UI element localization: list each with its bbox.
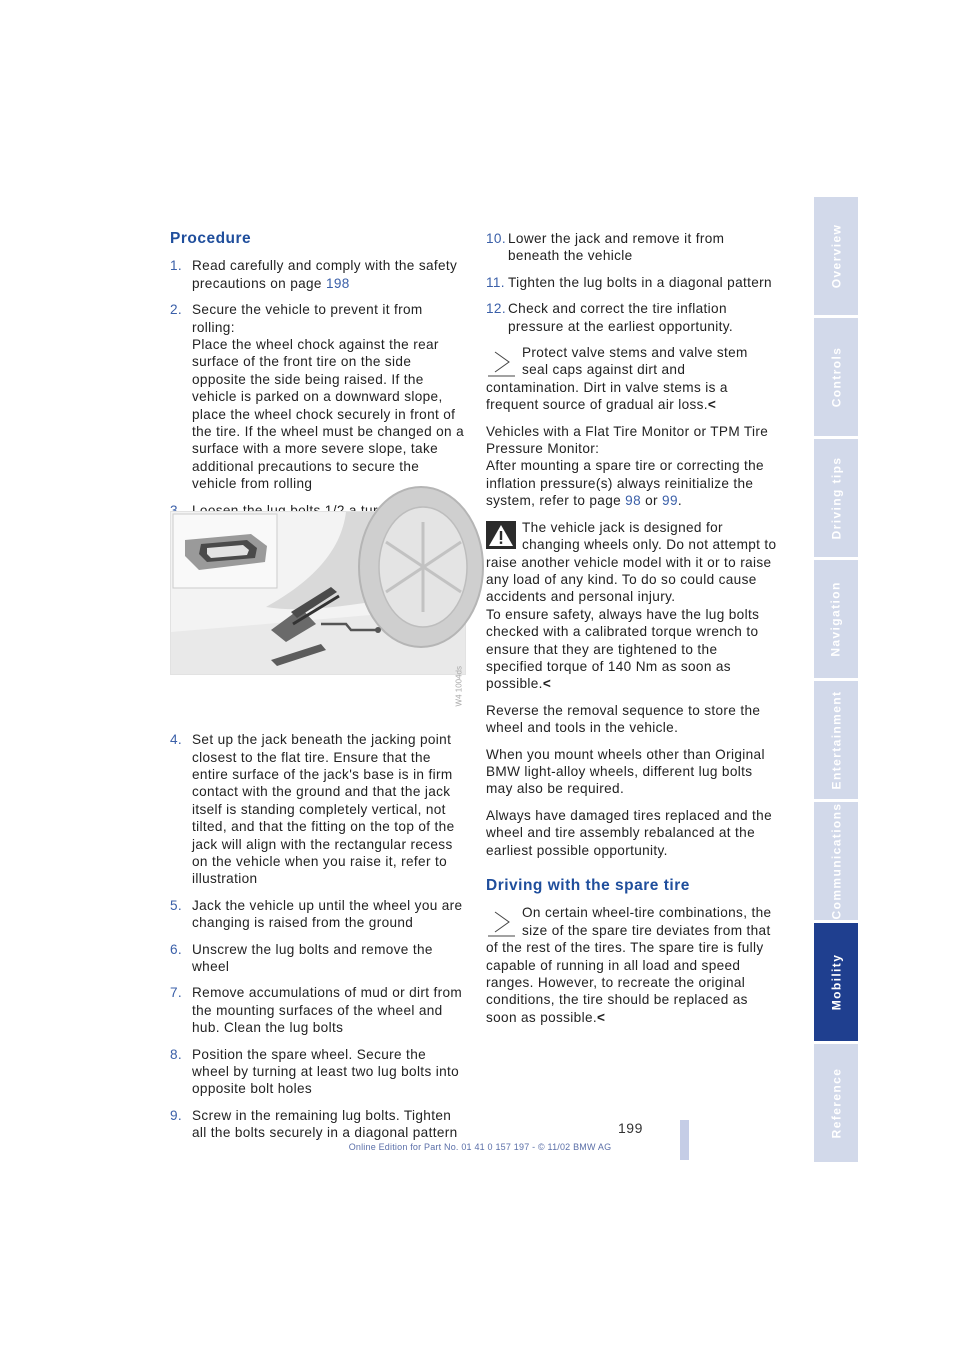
tpm-or: or <box>641 493 663 509</box>
tpm-intro: Vehicles with a Flat Tire Monitor or TPM Tire Pressure Monitor: <box>486 423 769 457</box>
edition-footer: Online Edition for Part No. 01 41 0 157 197 - © 11/02 BMW AG <box>348 1142 612 1152</box>
step-5 <box>170 897 466 932</box>
tab-driving-tips[interactable] <box>814 439 858 557</box>
step-number: 10. <box>486 231 506 246</box>
step-text: Unscrew the lug bolts and remove the wheel <box>192 941 433 974</box>
tab-communications[interactable] <box>814 802 858 920</box>
step-number: 6. <box>170 941 183 957</box>
end-mark: < <box>597 1009 606 1025</box>
note-valve <box>486 344 778 414</box>
step-number: 2. <box>170 302 183 318</box>
step-text-body: Read carefully and comply with the safety precautions on page <box>192 258 458 291</box>
step-text: Remove accumulations of mud or dirt from the mounting surfaces of the wheel and hub. Clean the lug bolts <box>192 985 463 1036</box>
note-valve-text: Protect valve stems and valve stem seal caps against dirt and contamination. Dirt in valve stems is a frequent source of gradual air loss. <box>486 345 748 413</box>
step-text <box>192 301 466 492</box>
tab-label: Reference <box>829 1067 844 1139</box>
step-9 <box>170 1107 466 1142</box>
warning-jack-text: The vehicle jack is designed for changing wheels only. Do not attempt to raise another vehicle model with it or to raise any load of any kind. To do so could cause accidents and personal injury. <box>486 519 777 605</box>
step-number: 5. <box>170 897 183 913</box>
step-text <box>192 257 466 292</box>
step-1 <box>170 257 466 292</box>
note-spare-tire <box>486 904 778 1026</box>
step-number: 7. <box>170 985 183 1001</box>
step-number: 8. <box>170 1046 183 1062</box>
step-10 <box>486 230 778 265</box>
tab-controls[interactable] <box>814 318 858 436</box>
step-12 <box>486 300 778 335</box>
tab-mobility[interactable] <box>814 923 858 1041</box>
figure-code: W4 1004ds <box>454 666 463 707</box>
warning-jack <box>486 519 778 693</box>
step-text: Screw in the remaining lug bolts. Tighten all the bolts securely in a diagonal pattern <box>192 1107 458 1141</box>
tpm-body: After mounting a spare tire or correcting the inflation pressure(s) always reinitialize the system, refer to page <box>486 458 764 509</box>
step-text: Position the spare wheel. Secure the wheel by turning at least two lug bolts into opposite bolt holes <box>192 1046 460 1097</box>
step-text-intro: Secure the vehicle to prevent it from rolling: <box>192 302 423 335</box>
warning-triangle-icon <box>486 521 516 553</box>
step-number: 11. <box>486 274 505 290</box>
tab-entertainment[interactable] <box>814 681 858 799</box>
footer-bar <box>680 1120 689 1160</box>
other-wheels-paragraph: When you mount wheels other than Original BMW light-alloy wheels, different lug bolts may also be required. <box>486 746 765 797</box>
page-link-99[interactable]: 99 <box>662 493 678 509</box>
page-number: 199 <box>618 1120 643 1136</box>
step-number: 9. <box>170 1107 183 1123</box>
step-number: 1. <box>170 258 183 274</box>
tab-label: Controls <box>829 346 843 408</box>
note-arrow-icon <box>486 906 516 938</box>
section-tabs <box>814 197 858 1165</box>
tab-label: Communications <box>829 802 844 920</box>
page-link-98[interactable]: 98 <box>625 493 641 509</box>
note-spare-text: On certain wheel-tire combinations, the size of the spare tire deviates from that of the rest of the tires. The spare tire is fully capable of running in all load and speed ranges. However, to recreate the original conditions, the tire should be replaced as soon as possible. <box>486 905 772 1025</box>
step-number: 12. <box>486 301 506 317</box>
step-11 <box>486 274 778 291</box>
damaged-tires-paragraph: Always have damaged tires replaced and the wheel and tire assembly rebalanced at the earliest possible opportunity. <box>486 807 772 858</box>
tpm-paragraph <box>486 423 778 510</box>
step-text-body: Place the wheel chock against the rear surface of the front tire on the side opposite the side being raised. If the vehicle is parked on a downward slope, place the wheel chock securely in front of the tire. If the wheel must be changed on a surface with a more severe slope, take additional precautions to secure the vehicle from rolling <box>192 337 464 492</box>
end-mark: < <box>542 676 552 692</box>
tab-navigation[interactable] <box>814 560 858 678</box>
step-6 <box>170 941 466 976</box>
step-text: Set up the jack beneath the jacking point closest to the flat tire. Ensure that the entire surface of the jack's base is in firm contact with the ground and that the jack itself is standing completely vertical, not tilted, and that the fitting on the top of the jack will align with the rectangular recess on the vehicle when you raise it, refer to illustration <box>192 732 455 887</box>
step-text: Tighten the lug bolts in a diagonal pattern <box>508 274 772 290</box>
procedure-heading: Procedure <box>170 230 252 247</box>
note-arrow-icon <box>486 346 516 378</box>
tab-label: Entertainment <box>829 690 844 790</box>
tpm-end: . <box>677 493 683 509</box>
step-text: Jack the vehicle up until the wheel you are changing is raised from the ground <box>192 897 463 931</box>
left-column <box>170 230 466 1151</box>
tab-overview[interactable] <box>814 197 858 315</box>
tab-label: Navigation <box>829 581 843 657</box>
step-8 <box>170 1046 466 1098</box>
jack-illustration <box>170 511 466 707</box>
right-column <box>486 230 778 1035</box>
step-number: 4. <box>170 732 183 748</box>
tab-label: Overview <box>829 223 844 289</box>
jack-drawing <box>171 512 465 674</box>
warning-torque-text: To ensure safety, always have the lug bolts checked with a calibrated torque wrench to ensure that they are tightened to the specified torque of 140 Nm as soon as possible. <box>486 606 760 692</box>
end-mark: < <box>707 397 717 413</box>
step-4 <box>170 731 466 888</box>
step-2 <box>170 301 466 492</box>
reverse-paragraph: Reverse the removal sequence to store the wheel and tools in the vehicle. <box>486 702 761 736</box>
page-link-198[interactable]: 198 <box>325 275 350 291</box>
step-text: Lower the jack and remove it from beneath the vehicle <box>508 231 725 264</box>
spare-tire-heading: Driving with the spare tire <box>486 877 690 894</box>
step-text: Check and correct the tire inflation pressure at the earliest opportunity. <box>508 301 734 334</box>
step-7 <box>170 984 466 1036</box>
tab-label: Mobility <box>829 953 843 1011</box>
tab-label: Driving tips <box>829 456 843 540</box>
